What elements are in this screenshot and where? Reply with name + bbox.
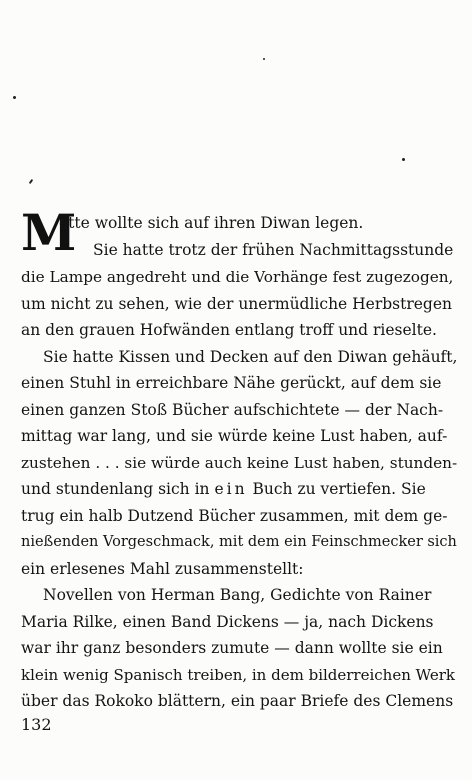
text-line: einen ganzen Stoß Bücher aufschichtete — der Nach- xyxy=(21,400,444,419)
text-line: trug ein halb Dutzend Bücher zusammen, mit dem ge- xyxy=(21,506,448,525)
text-line: die Lampe angedreht und die Vorhänge fest zugezogen, xyxy=(21,268,454,286)
text-segment: Buch zu vertiefen. Sie xyxy=(247,480,426,498)
paragraph xyxy=(21,344,457,583)
emphasized-word: ein xyxy=(214,480,248,498)
text-line: mittag war lang, und sie würde keine Lust haben, auf- xyxy=(21,427,448,445)
page-number: 132 xyxy=(21,715,52,734)
text-segment: und stundenlang sich in xyxy=(21,480,215,498)
text-line: klein wenig Spanisch treiben, in dem bilderreichen Werk xyxy=(21,665,455,684)
ink-speck xyxy=(29,179,34,184)
text-line: über das Rokoko blättern, ein paar Briefe des Clemens xyxy=(21,692,454,710)
text-line: ette wollte sich auf ihren Diwan legen. xyxy=(59,214,364,232)
text-line: nießenden Vorgeschmack, mit dem ein Feinschmecker sich xyxy=(21,534,457,550)
text-line xyxy=(21,476,457,503)
text-line: ein erlesenes Mahl zusammenstellt: xyxy=(21,559,304,578)
drop-cap: M xyxy=(21,203,77,262)
text-line: war ihr ganz besonders zumute — dann wollte sie ein xyxy=(21,639,443,657)
text-line xyxy=(93,237,457,264)
opening-paragraph xyxy=(21,203,457,264)
paragraph xyxy=(21,582,457,715)
paragraph-continuation xyxy=(21,264,457,344)
ink-speck xyxy=(263,58,265,60)
text-line: Novellen von Herman Bang, Gedichte von Rainer xyxy=(43,586,432,604)
text-line: Sie hatte Kissen und Decken auf den Diwan gehäuft, xyxy=(43,347,458,366)
ink-speck xyxy=(402,158,405,161)
ink-speck xyxy=(13,96,16,99)
text-line: an den grauen Hofwänden entlang troff und rieselte. xyxy=(21,321,437,339)
text-line: einen Stuhl in erreichbare Nähe gerückt, auf dem sie xyxy=(21,374,442,392)
text-line: Maria Rilke, einen Band Dickens — ja, nach Dickens xyxy=(21,612,434,631)
text-line-content: Sie hatte trotz der frühen Nachmittagsstunde xyxy=(93,241,454,259)
text-line: um nicht zu sehen, wie der unermüdliche Herbstregen xyxy=(21,294,453,313)
body-text xyxy=(21,203,458,715)
text-line: zustehen . . . sie würde auch keine Lust haben, stunden- xyxy=(21,453,458,472)
